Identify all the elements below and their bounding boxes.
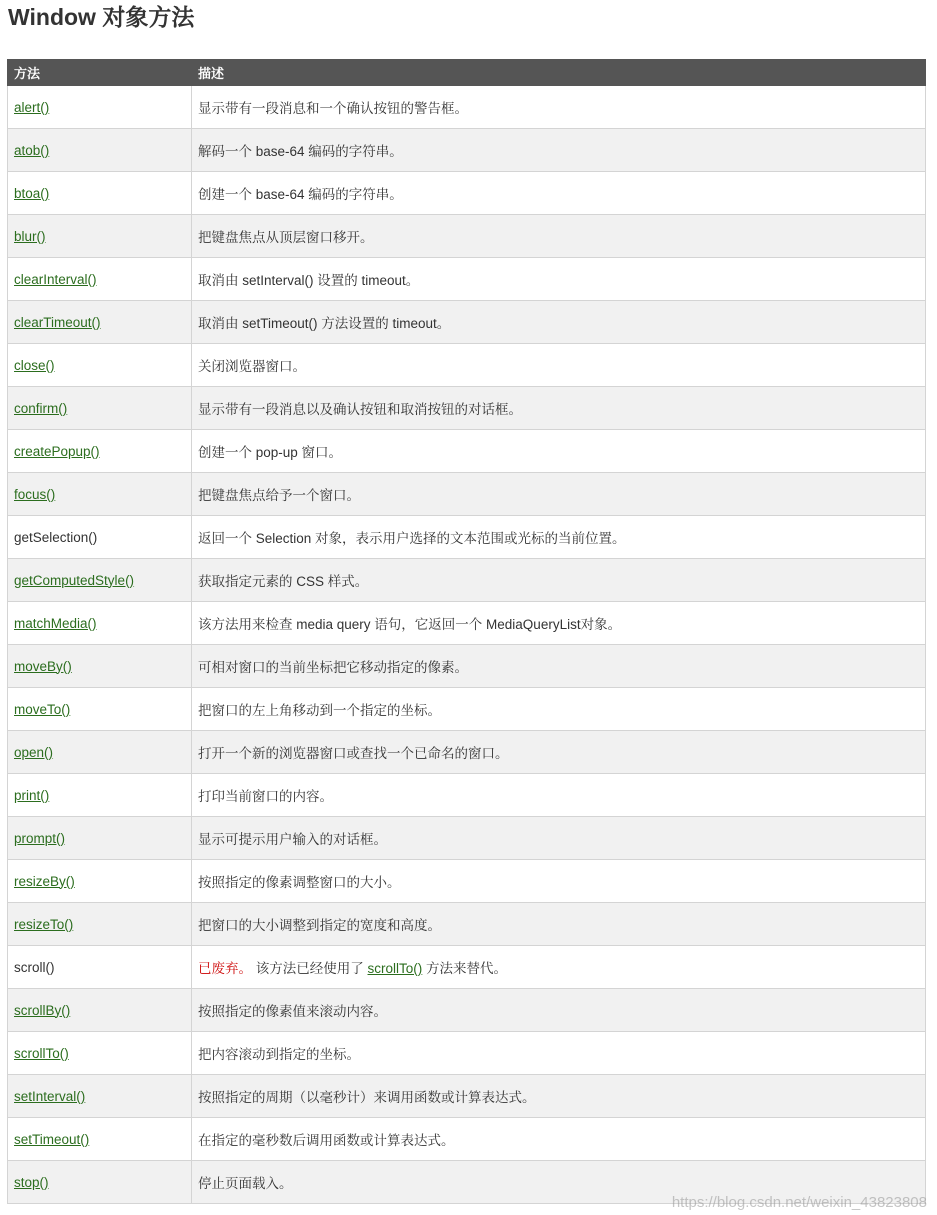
method-link[interactable]: moveBy() (14, 658, 72, 674)
method-cell (8, 1032, 192, 1075)
description-text: 关闭浏览器窗口。 (198, 359, 306, 374)
watermark: https://blog.csdn.net/weixin_43823808 (671, 1194, 927, 1211)
table-row (8, 602, 926, 645)
description-cell (192, 1032, 926, 1075)
table-row (8, 989, 926, 1032)
description-cell (192, 903, 926, 946)
description-cell (192, 645, 926, 688)
description-text: 把内容滚动到指定的坐标。 (198, 1047, 360, 1062)
table-row (8, 645, 926, 688)
description-text: 该方法已经使用了 (252, 961, 368, 976)
description-cell (192, 946, 926, 989)
description-cell (192, 688, 926, 731)
column-header-description: 描述 (192, 60, 926, 86)
table-row (8, 731, 926, 774)
method-cell (8, 86, 192, 129)
method-link[interactable]: blur() (14, 228, 46, 244)
description-cell (192, 172, 926, 215)
method-link[interactable]: print() (14, 787, 50, 803)
method-cell (8, 387, 192, 430)
method-link[interactable]: btoa() (14, 185, 50, 201)
table-row (8, 387, 926, 430)
description-text: 打印当前窗口的内容。 (198, 789, 333, 804)
table-row (8, 1075, 926, 1118)
method-link[interactable]: setTimeout() (14, 1131, 90, 1147)
description-text: 方法来替代。 (422, 961, 508, 976)
table-row (8, 774, 926, 817)
method-cell (8, 430, 192, 473)
table-row (8, 688, 926, 731)
method-name: getSelection() (14, 529, 98, 545)
description-cell (192, 473, 926, 516)
method-link[interactable]: open() (14, 744, 54, 760)
description-text: 创建一个 pop-up 窗口。 (198, 445, 343, 460)
table-row (8, 258, 926, 301)
description-text: 在指定的毫秒数后调用函数或计算表达式。 (198, 1133, 455, 1148)
description-cell (192, 301, 926, 344)
method-cell (8, 473, 192, 516)
description-text: 创建一个 base-64 编码的字符串。 (198, 187, 403, 202)
description-cell (192, 774, 926, 817)
table-row (8, 344, 926, 387)
method-link[interactable]: close() (14, 357, 55, 373)
method-cell (8, 903, 192, 946)
description-text: 打开一个新的浏览器窗口或查找一个已命名的窗口。 (198, 746, 509, 761)
description-cell (192, 989, 926, 1032)
description-cell (192, 1075, 926, 1118)
table-row (8, 1032, 926, 1075)
table-row (8, 1118, 926, 1161)
method-cell (8, 1075, 192, 1118)
method-cell (8, 946, 192, 989)
description-cell (192, 86, 926, 129)
table-row (8, 516, 926, 559)
description-text: 按照指定的周期（以毫秒计）来调用函数或计算表达式。 (198, 1090, 536, 1105)
table-row (8, 559, 926, 602)
description-text: 获取指定元素的 CSS 样式。 (198, 574, 369, 589)
description-cell (192, 860, 926, 903)
description-cell (192, 258, 926, 301)
description-text: 显示带有一段消息和一个确认按钮的警告框。 (198, 101, 468, 116)
method-cell (8, 860, 192, 903)
method-name: scroll() (14, 959, 55, 975)
method-cell (8, 1161, 192, 1204)
description-text: 取消由 setInterval() 设置的 timeout。 (198, 273, 420, 288)
method-link[interactable]: scrollBy() (14, 1002, 71, 1018)
description-text: 返回一个 Selection 对象，表示用户选择的文本范围或光标的当前位置。 (198, 531, 626, 546)
description-cell (192, 430, 926, 473)
scrollto-link[interactable]: scrollTo() (367, 961, 423, 976)
description-text: 把窗口的左上角移动到一个指定的坐标。 (198, 703, 441, 718)
method-cell (8, 301, 192, 344)
description-text: 把键盘焦点给予一个窗口。 (198, 488, 360, 503)
description-text: 按照指定的像素调整窗口的大小。 (198, 875, 401, 890)
table-row (8, 86, 926, 129)
table-row (8, 860, 926, 903)
method-link[interactable]: scrollTo() (14, 1045, 69, 1061)
table-row (8, 903, 926, 946)
method-cell (8, 172, 192, 215)
method-cell (8, 989, 192, 1032)
method-cell (8, 602, 192, 645)
table-row (8, 946, 926, 989)
description-text: 该方法用来检查 media query 语句，它返回一个 MediaQueryList对象。 (198, 617, 622, 632)
table-row (8, 817, 926, 860)
method-link[interactable]: moveTo() (14, 701, 71, 717)
method-link[interactable]: clearInterval() (14, 271, 97, 287)
description-cell (192, 516, 926, 559)
description-cell (192, 602, 926, 645)
method-cell (8, 645, 192, 688)
methods-table-body (8, 86, 926, 1204)
method-link[interactable]: atob() (14, 142, 50, 158)
description-cell (192, 731, 926, 774)
table-row (8, 301, 926, 344)
method-link[interactable]: matchMedia() (14, 615, 97, 631)
method-link[interactable]: stop() (14, 1174, 49, 1190)
description-cell (192, 817, 926, 860)
table-row (8, 172, 926, 215)
method-link[interactable]: confirm() (14, 400, 68, 416)
method-link[interactable]: setInterval() (14, 1088, 86, 1104)
method-cell (8, 731, 192, 774)
table-row (8, 473, 926, 516)
method-cell (8, 774, 192, 817)
method-link[interactable]: createPopup() (14, 443, 100, 459)
methods-table (7, 59, 926, 1204)
method-link[interactable]: getComputedStyle() (14, 572, 135, 588)
table-header-row (8, 60, 926, 86)
method-link[interactable]: resizeBy() (14, 873, 75, 889)
method-cell (8, 258, 192, 301)
method-link[interactable]: alert() (14, 99, 50, 115)
description-text: 可相对窗口的当前坐标把它移动指定的像素。 (198, 660, 468, 675)
deprecated-label: 已废弃。 (198, 961, 252, 976)
description-text: 取消由 setTimeout() 方法设置的 timeout。 (198, 316, 451, 331)
description-text: 显示可提示用户输入的对话框。 (198, 832, 387, 847)
method-link[interactable]: focus() (14, 486, 56, 502)
description-cell (192, 387, 926, 430)
description-cell (192, 129, 926, 172)
description-cell (192, 559, 926, 602)
description-text: 显示带有一段消息以及确认按钮和取消按钮的对话框。 (198, 402, 522, 417)
table-row (8, 430, 926, 473)
method-cell (8, 1118, 192, 1161)
method-link[interactable]: resizeTo() (14, 916, 74, 932)
method-link[interactable]: clearTimeout() (14, 314, 101, 330)
description-text: 停止页面载入。 (198, 1176, 293, 1191)
description-cell (192, 215, 926, 258)
method-cell (8, 344, 192, 387)
page-title: Window 对象方法 (8, 4, 195, 30)
description-text: 把键盘焦点从顶层窗口移开。 (198, 230, 374, 245)
description-text: 解码一个 base-64 编码的字符串。 (198, 144, 403, 159)
method-cell (8, 559, 192, 602)
method-cell (8, 688, 192, 731)
description-text: 把窗口的大小调整到指定的宽度和高度。 (198, 918, 441, 933)
description-text: 按照指定的像素值来滚动内容。 (198, 1004, 387, 1019)
column-header-method: 方法 (8, 60, 192, 86)
table-row (8, 215, 926, 258)
method-link[interactable]: prompt() (14, 830, 66, 846)
description-cell (192, 344, 926, 387)
method-cell (8, 129, 192, 172)
table-row (8, 129, 926, 172)
method-cell (8, 516, 192, 559)
description-cell (192, 1118, 926, 1161)
method-cell (8, 817, 192, 860)
method-cell (8, 215, 192, 258)
